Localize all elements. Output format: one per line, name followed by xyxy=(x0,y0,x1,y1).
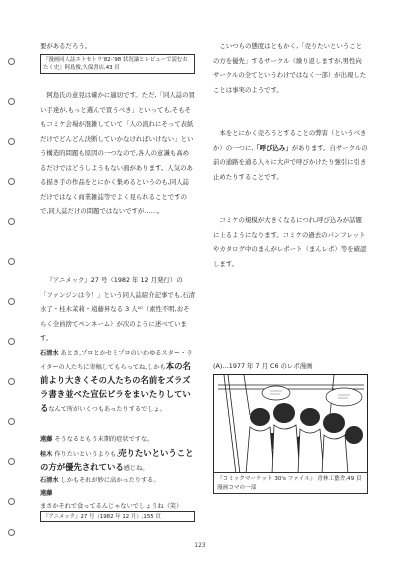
binding-holes xyxy=(8,58,16,536)
continued-text: 要があるだろう。 xyxy=(40,42,92,50)
comic-drawing xyxy=(214,375,368,473)
binding-hole xyxy=(8,138,15,145)
figure-label: (A)…1977 年 7 月 C6 のレポ漫画 xyxy=(213,362,313,370)
binding-hole xyxy=(8,458,15,465)
comic-panel-image xyxy=(213,374,368,473)
page-number: 123 xyxy=(194,542,206,549)
speaker-name: 桂木 xyxy=(40,451,53,458)
figure-caption-box: 『コミックマーケット 30's ファイル』 青林工藝舎,49 頁 漫画コマの一部 xyxy=(213,472,368,494)
binding-hole xyxy=(8,338,15,345)
citation-box: 『アニメック』27 号（1982 年 12 月）,155 頁 xyxy=(40,511,195,522)
citation-box: 『漫画同人誌エトセトラ’82-’98 状況論とレビューで読むおたく史』阿島俊,久保書店,43 頁 xyxy=(40,54,195,74)
binding-hole xyxy=(8,529,15,536)
speaker-name: 遠藤 xyxy=(40,490,53,497)
paragraph: こいつらの態度はともかく,「売りたいということの方を優先」するサークル（繰り返しますが,男性向サークルの全てというわけではなく一部）が出現したことは事実のようです。 xyxy=(213,42,367,94)
emphasized-text: 売りたいということの方が優先されている xyxy=(40,448,194,472)
dialogue-text: しかもそれが妙に高かったりする。 xyxy=(60,477,160,484)
binding-hole xyxy=(8,418,15,425)
binding-hole xyxy=(8,258,15,265)
dialogue-line xyxy=(40,447,195,475)
dialogue-text: そうなるともう末期的症状ですな。 xyxy=(54,436,154,443)
binding-hole xyxy=(8,498,15,505)
paragraph xyxy=(213,126,368,184)
dialogue-text: あとさ,プロとかセミプロのいわゆるスター・ライターの人たちに寄稿してもらってね,しかも xyxy=(40,350,193,371)
paragraph-text: があります。自サークルの前の通路を通る人々に大声で呼びかけたり強引に引き止めたりすることです。 xyxy=(213,143,368,181)
dialogue-text: なんて所がいくつもあったりするでしょ。 xyxy=(48,406,166,413)
dialogue-text: 感じね。 xyxy=(123,465,149,472)
speaker-name: 石清水 xyxy=(40,477,59,484)
binding-hole xyxy=(8,218,15,225)
binding-hole xyxy=(8,298,15,305)
paragraph: コミケの規模が大きくなるにつれ,呼び込みが話題に上るようになります。コミケの過去のパンフレットやカタログ中のまんがレポート（まんレポ）等を確認します。 xyxy=(213,216,367,268)
paragraph-text: 本をとにかく売ろうとすることの弊害（というべきか）の一つに, xyxy=(213,129,367,152)
dialogue-line xyxy=(40,433,195,446)
paragraph: 阿島氏の意見は確かに適切です。ただ,「同人誌の買い手達が,もっと選んで買うべき」といっても,そもそもコミケ会場が混雑していて「人の流れにそって表紙だけでどんどん決断していかなければいけない」という構造的問題も原因の一つなので,各人の意識も高めるだけではどうしようもない面があります。人気のある描き手の作品をとにかく集めるというのも,同人誌だけではなく商業雑誌等でよく見られることですので,同人誌だけの問題ではないですが……。 xyxy=(40,91,195,215)
dialogue-line xyxy=(40,347,195,416)
dialogue-line xyxy=(40,474,195,487)
emphasized-term: 「呼び込み」 xyxy=(253,143,292,152)
binding-hole xyxy=(8,178,15,185)
dialogue-text: まさかそれで食ってるんじゃないでしょうね（笑） xyxy=(40,503,183,510)
dialogue-line xyxy=(40,487,195,513)
emphasized-text: 本の名前より大きくその人たちの名前をズラズラ書き並べた宣伝ビラをまいたりしている xyxy=(40,361,191,413)
dialogue-text: 作りたいというよりも, xyxy=(54,451,119,458)
binding-hole xyxy=(8,98,15,105)
binding-hole xyxy=(8,58,15,65)
paragraph: 『アニメック』27 号（1982 年 12 月発行）の「ファンジンは今！」という同人誌紹介記事でも,石清水了・桂木茉莉・遠藤昇なる 3 人¹⁰（素性不明,おそらく全員捨てペンネーム）が次のように述べています。 xyxy=(40,276,195,342)
speaker-name: 遠藤 xyxy=(40,436,53,443)
binding-hole xyxy=(8,378,15,385)
speaker-name: 石清水 xyxy=(40,350,59,357)
